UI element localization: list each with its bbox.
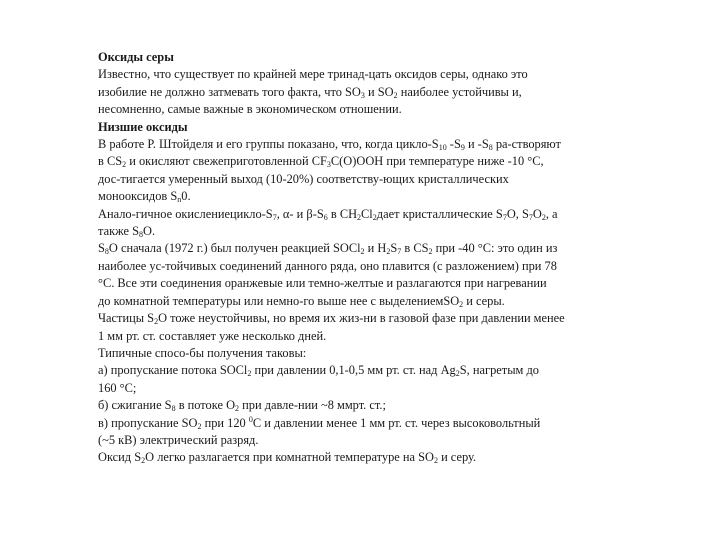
paragraph-1-line-4: монооксидов $S_n0$. [98,189,191,205]
paragraph-5-line-6: (~5 кВ) электрический разряд. [98,432,259,447]
paragraph-5-line-3: 160 °C; [98,380,137,395]
paragraph-5-line-4: б) сжигание $S_8$ в потоке $O_2$ при давле-нии ~8 ммрт. ст.; [98,398,386,414]
paragraph-4-line-2: 1 мм рт. ст. составляет уже несколько дней. [98,328,327,343]
paragraph-1-line-3: дос-тигается умеренный выход (10-20%) соответству-ющих кристаллических [98,171,509,186]
paragraph-5-line-1: Типичные спосо-бы получения таковы: [98,345,307,360]
paragraph-2-line-1: Анало-гичное окислениецикло-$S_7$, α- и $\beta-S_6$ в $CH_2Cl_2дает$ кристаллические $S_7O$, $S_7O_2$, а [98,206,558,222]
paragraph-3-line-1: $S_8O$ сначала (1972 г.) был получен реакцией SOCl$_2$ и $H_2S_7$ в $CS_2$ при -40 °C: это один из [98,241,558,257]
intro-line-3: несомненно, самые важные в экономическом отношении. [98,102,402,117]
paragraph-3-line-2: наиболее ус-тойчивых соединений данного ряда, оно плавится (с разложением) при 78 [98,258,557,273]
document-page [98,49,638,467]
paragraph-5-line-5: в) пропускание $SO_2$ при 120 $^0$C и давлении менее 1 мм рт. ст. через высоковольтный [98,414,541,431]
formula-so2: $SO_2$ [377,84,398,100]
paragraph-3-line-4: до комнатной температуры или немно-го выше нее с выделениемSO$_2$ и серы. [98,293,505,309]
document-title: Оксиды серы [98,50,174,64]
paragraph-3-line-3: °C. Все эти соединения оранжевые или темно-желтые и разлагаются при нагревании [98,276,547,291]
paragraph-1-line-2: в $CS_2$ и окисляют свежеприготовленной $CF_3C(O)OOH$ при температуре ниже -10 °C, [98,154,544,170]
section-heading: Низшие оксиды [98,119,188,134]
intro-line-1: Известно, что существует по крайней мере тринад-цать оксидов серы, однако это [98,67,528,82]
paragraph-6-line-1: Оксид $S_2O$ легко разлагается при комнатной температуре на $SO_2$ и серу. [98,450,477,466]
paragraph-5-line-2: а) пропускание потока SOCl$_2$ при давлении 0,1-0,5 мм рт. ст. над $Ag_2S$, нагретым до [98,363,539,379]
paragraph-2-line-2: также $S_8O$. [98,224,156,240]
paragraph-1-line-1: В работе Р. Штойделя и его группы показано, что, когда цикло-$S_{10}$ $-S_9$ и $-S_8$ ра-створяют [98,137,561,153]
formula-so3: $SO_3$ [345,84,365,100]
paragraph-4-line-1: Частицы $S_2O$ тоже неустойчивы, но время их жиз-ни в газовой фазе при давлении менее [98,311,565,327]
intro-line-2: изобилие не должно затмевать того факта, что $SO_3$ и $SO_2$ наиболее устойчивы и, [98,84,522,100]
